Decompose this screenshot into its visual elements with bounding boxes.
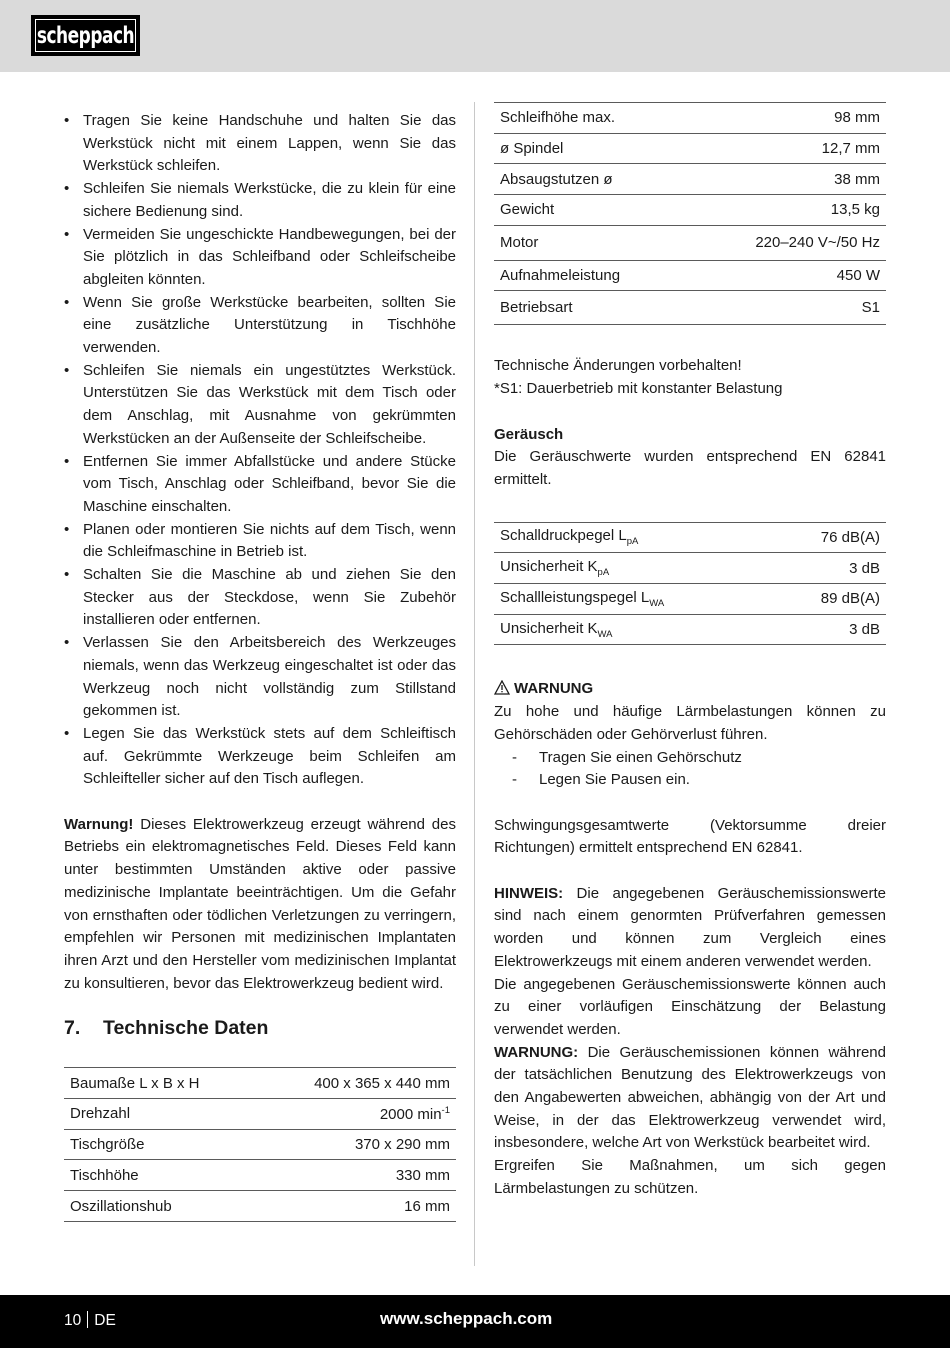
table-row (494, 260, 886, 291)
language-code: DE (94, 1312, 116, 1329)
noise-heading: Geräusch (494, 425, 564, 443)
bullet-item: • Entfernen Sie immer Abfallstücke und andere Stücke vom Tisch, Anschlag oder Schleifband, bevor Sie die Maschine einschalten. (64, 451, 456, 519)
spec-value: 400 x 365 x 440 mm (256, 1068, 456, 1099)
spec-value: 450 W (687, 260, 886, 291)
bullet-item: • Planen oder montieren Sie nichts auf dem Tisch, wenn die Schleifmaschine in Betrieb ist. (64, 519, 456, 564)
tech-data-table-right (494, 102, 886, 325)
noise-label-cell (494, 522, 773, 553)
table-row (494, 225, 886, 260)
logo-text: scheppach (36, 22, 135, 49)
spec-label: Drehzahl (64, 1099, 256, 1130)
noise-label-cell (494, 584, 773, 615)
spec-value: 370 x 290 mm (256, 1129, 456, 1160)
table-row (494, 133, 886, 164)
spec-label: Betriebsart (494, 291, 687, 325)
page-footer (0, 1295, 950, 1348)
noise-value: 76 dB(A) (773, 522, 886, 553)
warning-list (494, 747, 886, 792)
table-row (494, 553, 886, 584)
page-header (0, 0, 950, 72)
table-row (494, 522, 886, 553)
warning2-label: WARNUNG: (494, 1043, 579, 1061)
table-row (494, 164, 886, 195)
list-item: - Legen Sie Pausen ein. (494, 769, 886, 792)
spec-value-cell (256, 1099, 456, 1130)
hint-paragraph-2: Die angegebenen Geräuschemissionswerte können auch zu einer vorläufigen Einschätzung der Belastung verwendet werden. (494, 975, 886, 1038)
noise-label: Schallleistungspegel L (500, 588, 650, 606)
list-item: - Tragen Sie einen Gehörschutz (494, 747, 886, 770)
tech-data-table-left (64, 1067, 456, 1221)
bullet-item: • Vermeiden Sie ungeschickte Handbewegungen, bei der Sie plötzlich in das Schleifband oder Schleifscheibe abgleiten könnten. (64, 224, 456, 292)
spec-label: Oszillationshub (64, 1191, 256, 1222)
spec-label: Absaugstutzen ø (494, 164, 687, 195)
spec-superscript: -1 (441, 1104, 450, 1116)
noise-subscript: WA (649, 597, 665, 609)
footer-separator (87, 1311, 88, 1328)
noise-value: 3 dB (773, 614, 886, 645)
left-column (64, 110, 456, 1222)
spec-label: Baumaße L x B x H (64, 1068, 256, 1099)
warning-title: WARNUNG (514, 680, 594, 698)
hint-text: Die angegebenen Geräuschemissionswerte sind nach einem genormten Prüfverfahren gemessen worden und können zum Vergleich eines Elektrowerkzeugs mit einem anderen verwendet werden. (494, 884, 886, 970)
warning-text: Zu hohe und häufige Lärmbelastungen können zu Gehörschäden oder Gehörverlust führen. (494, 703, 886, 743)
emf-warning-paragraph (64, 814, 456, 996)
table-row (64, 1099, 456, 1130)
bullet-item: • Schleifen Sie niemals Werkstücke, die zu klein für eine sichere Bedienung sind. (64, 178, 456, 223)
page-indicator (64, 1311, 116, 1330)
spec-value: 2000 min (379, 1105, 442, 1123)
bullet-item: • Legen Sie das Werkstück stets auf dem Schleiftisch auf. Gekrümmte Werkzeuge beim Schleifen am Schleifteller sicher auf den Tisch auflegen. (64, 723, 456, 791)
spec-label: Gewicht (494, 195, 687, 226)
hint-label: HINWEIS: (494, 884, 564, 902)
spec-label: Aufnahmeleistung (494, 260, 687, 291)
table-row (64, 1068, 456, 1099)
section-title: Technische Daten (103, 1017, 269, 1040)
scheppach-logo (31, 15, 140, 56)
warning2-text: Die Geräuschemissionen können während der tatsächlichen Benutzung des Elektrowerkzeugs von den Angabewerten abweichen, abhängig von der Art und Weise, in der das Elektrowerkzeug verwendet wird, insbesondere, welche Art von Werkstück bearbeitet wird. (494, 1043, 886, 1152)
noise-label-cell (494, 614, 773, 645)
hint-paragraph (494, 883, 886, 974)
table-row (494, 614, 886, 645)
warning-text: Dieses Elektrowerkzeug erzeugt während des Betriebs ein elektromagnetisches Feld. Dieses Feld kann unter bestimmten Umständen aktive oder passive medizinische Implantate beeinträchtigen. Um die Gefahr von ernsthaften oder tödlichen Verletzungen zu verringern, empfehlen wir Personen mit medizinischen Implantaten ihren Arzt und den Hersteller vom medizinischen Implantat zu konsultieren, bevor das Elektrowerkzeug bedient wird. (64, 815, 456, 992)
final-paragraph: Ergreifen Sie Maßnahmen, um sich gegen Lärmbelastungen zu schützen. (494, 1157, 886, 1197)
table-row (494, 584, 886, 615)
noise-subscript: pA (597, 567, 610, 579)
spec-value: 220–240 V~/50 Hz (687, 225, 886, 260)
bullet-item: • Tragen Sie keine Handschuhe und halten Sie das Werkstück nicht mit einem Lappen, wenn Sie das Werkstück schleifen. (64, 110, 456, 178)
table-row (494, 103, 886, 134)
bullet-item: • Verlassen Sie den Arbeitsbereich des Werkzeuges niemals, wenn das Werkzeug eingeschaltet ist oder das Werkzeug noch nicht vollständig zum Stillstand gekommen ist. (64, 632, 456, 723)
noise-label: Unsicherheit K (500, 619, 598, 637)
spec-label: Tischhöhe (64, 1160, 256, 1191)
spec-value: S1 (687, 291, 886, 325)
noise-subscript: WA (597, 628, 613, 640)
spec-label: Tischgröße (64, 1129, 256, 1160)
vibration-text: Schwingungsgesamtwerte (Vektorsumme dreier Richtungen) ermittelt entsprechend EN 62841. (494, 816, 886, 857)
warning-triangle-icon (494, 680, 510, 695)
table-row (64, 1160, 456, 1191)
noise-subscript: pA (626, 536, 639, 548)
spec-value: 330 mm (256, 1160, 456, 1191)
noise-table (494, 522, 886, 646)
spec-value: 13,5 kg (687, 195, 886, 226)
noise-value: 3 dB (773, 553, 886, 584)
warning-heading (494, 678, 886, 701)
bullet-item: • Wenn Sie große Werkstücke bearbeiten, sollten Sie eine zusätzliche Unterstützung in Tischhöhe verwenden. (64, 292, 456, 360)
page-number: 10 (64, 1312, 82, 1329)
s1-note: *S1: Dauerbetrieb mit konstanter Belastung (494, 380, 783, 398)
noise-label: Schalldruckpegel L (500, 527, 627, 545)
section-number: 7. (64, 1017, 81, 1040)
table-row (494, 195, 886, 226)
warning-label: Warnung! (64, 815, 134, 833)
safety-bullet-list (64, 110, 456, 791)
spec-value: 16 mm (256, 1191, 456, 1222)
noise-value: 89 dB(A) (773, 584, 886, 615)
column-divider (474, 102, 475, 1266)
table-row (64, 1129, 456, 1160)
spec-value: 98 mm (687, 103, 886, 134)
spec-label: Schleifhöhe max. (494, 103, 687, 134)
bullet-item: • Schalten Sie die Maschine ab und ziehen Sie den Stecker aus der Steckdose, wenn Sie Zubehör installieren oder entfernen. (64, 564, 456, 632)
right-column (494, 102, 886, 1201)
spec-label: ø Spindel (494, 133, 687, 164)
noise-text: Die Geräuschwerte wurden entsprechend EN 62841 ermittelt. (494, 448, 886, 488)
website-url: www.scheppach.com (380, 1309, 553, 1328)
table-row (494, 291, 886, 325)
noise-label: Unsicherheit K (500, 558, 598, 576)
noise-label-cell (494, 553, 773, 584)
spec-value: 12,7 mm (687, 133, 886, 164)
table-row (64, 1191, 456, 1222)
noise-warning-paragraph (494, 1042, 886, 1156)
changes-note: Technische Änderungen vorbehalten! (494, 357, 742, 375)
spec-label: Motor (494, 225, 687, 260)
spec-value: 38 mm (687, 164, 886, 195)
section-heading (64, 1015, 456, 1041)
bullet-item: • Schleifen Sie niemals ein ungestütztes Werkstück. Unterstützen Sie das Werkstück mit dem Tisch oder dem Anschlag, mit Ausnahme von gekrümmten Werkstücken an der Außenseite der Schleifscheibe. (64, 360, 456, 451)
